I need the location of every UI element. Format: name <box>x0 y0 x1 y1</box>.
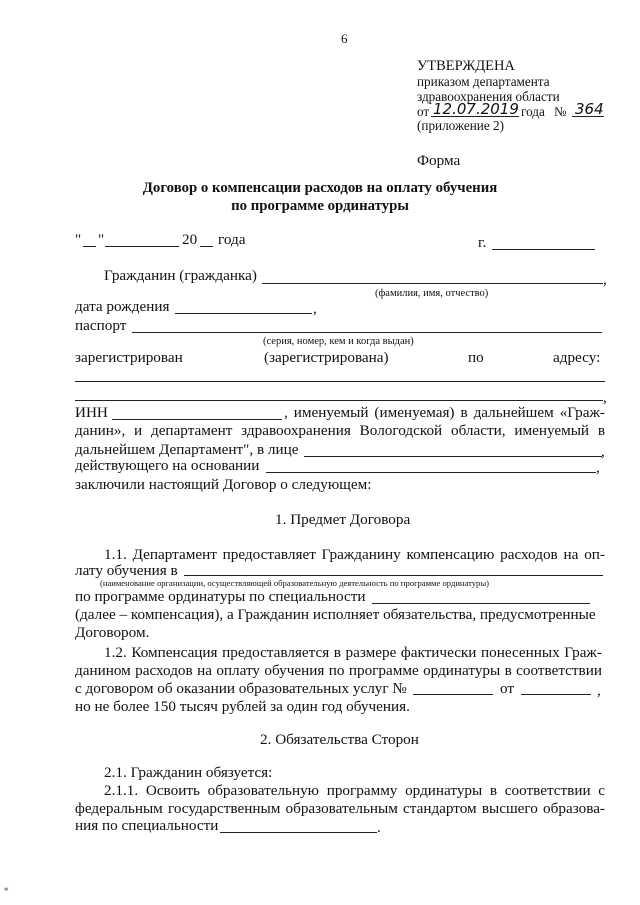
comma: , <box>596 459 600 476</box>
doc-title-line2: по программе ординатуры <box>231 198 409 214</box>
birth-field[interactable] <box>175 313 312 314</box>
inn-text-line4: действующего на основании <box>75 457 260 474</box>
date-day-field[interactable] <box>83 246 96 247</box>
p11-line3: по программе ординатуры по специальности <box>75 588 366 605</box>
specialty-field-2[interactable] <box>220 832 377 833</box>
p211-line3: ния по специальности <box>75 817 219 834</box>
approval-appendix: (приложение 2) <box>417 118 504 133</box>
birth-label: дата рождения <box>75 298 170 315</box>
date-month-field[interactable] <box>105 246 179 247</box>
comma: , <box>597 682 601 699</box>
date-year-suffix: года <box>218 231 246 248</box>
basis-field[interactable] <box>266 472 596 473</box>
p12-line2: данином расходов на оплату обучения по программе ординатуры в соответствии <box>75 662 602 679</box>
section2-heading: 2. Обязательства Сторон <box>260 731 419 748</box>
p21: 2.1. Гражданин обязуется: <box>104 764 273 781</box>
date-quote-open: " <box>75 231 82 248</box>
doc-title-line1: Договор о компенсации расходов на оплату обучения <box>142 180 498 196</box>
scan-mark: ∗ <box>3 884 10 894</box>
p12-line4: но не более 150 тысяч рублей за один год обучения. <box>75 698 410 715</box>
p12-line3-from: от <box>500 680 515 697</box>
date-year-field[interactable] <box>200 246 213 247</box>
inn-text-line2: данин», и департамент здравоохранения Вологодской области, именуемый в <box>75 422 605 439</box>
form-label: Форма <box>417 152 461 169</box>
p12-line1: 1.2. Компенсация предоставляется в размере фактически понесенных Граж- <box>104 644 602 661</box>
approval-line2: здравоохранения области <box>417 89 560 104</box>
p11-line5: Договором. <box>75 624 150 641</box>
address-field-2[interactable] <box>75 400 603 401</box>
section1-heading: 1. Предмет Договора <box>275 511 411 528</box>
date-quote-close: " <box>98 231 105 248</box>
passport-field[interactable] <box>132 332 602 333</box>
reg-word-address: адресу: <box>553 349 601 366</box>
p211-line1: 2.1.1. Освоить образовательную программу ординатуры в соответствии с <box>104 782 605 799</box>
inn-label: ИНН <box>75 404 108 421</box>
city-field[interactable] <box>492 249 595 250</box>
comma: , <box>601 443 605 460</box>
p11-line2: лату обучения в <box>75 562 178 579</box>
approval-date-prefix: от <box>417 104 430 119</box>
reg-word-by: по <box>468 349 484 366</box>
approval-number-underline <box>572 116 604 117</box>
page-number: 6 <box>341 31 348 46</box>
approval-date-underline <box>431 116 519 117</box>
citizen-label: Гражданин (гражданка) <box>104 267 257 284</box>
approval-number-handwritten: 364 <box>575 100 604 118</box>
approval-title: УТВЕРЖДЕНА <box>417 58 515 74</box>
contract-number-field[interactable] <box>413 694 493 695</box>
citizen-name-hint: (фамилия, имя, отчество) <box>375 288 489 299</box>
reg-word-registered-f: (зарегистрирована) <box>264 349 389 366</box>
inn-text-line1: , именуемый (именуемая) в дальнейшем «Граж- <box>284 404 605 421</box>
city-prefix: г. <box>478 234 487 251</box>
date-year-prefix: 20 <box>182 231 198 248</box>
comma: , <box>603 271 607 288</box>
p12-line3: с договором об оказании образовательных услуг № <box>75 680 407 697</box>
contract-date-field[interactable] <box>521 694 591 695</box>
period: . <box>377 819 381 836</box>
representative-field[interactable] <box>304 456 602 457</box>
p11-line1: 1.1. Департамент предоставляет Гражданину компенсацию расходов на оп- <box>104 546 605 563</box>
organization-field[interactable] <box>184 575 603 576</box>
approval-line1: приказом департамента <box>417 74 550 89</box>
approval-year-word: года <box>521 104 545 119</box>
inn-text-line5: заключили настоящий Договор о следующем: <box>75 476 372 493</box>
specialty-field[interactable] <box>372 603 590 604</box>
approval-date-handwritten: 12.07.2019 <box>433 100 519 118</box>
passport-label: паспорт <box>75 317 127 334</box>
reg-word-registered: зарегистрирован <box>75 349 183 366</box>
comma: , <box>603 389 607 406</box>
p11-line4: (далее – компенсация), а Гражданин исполняет обязательства, предусмотренные <box>75 606 596 623</box>
inn-field[interactable] <box>112 419 282 420</box>
citizen-name-field[interactable] <box>262 283 603 284</box>
address-field-1[interactable] <box>75 381 605 382</box>
p211-line2: федеральным государственным образовательным стандартом высшего образова- <box>75 800 605 817</box>
inn-text-line3: дальнейшем Департамент", в лице <box>75 441 299 458</box>
comma: , <box>313 300 317 317</box>
approval-number-sign: № <box>554 104 567 119</box>
organization-hint: (наименование организации, осуществляющей образовательную деятельность по программе ординатуры) <box>100 578 489 588</box>
passport-hint: (серия, номер, кем и когда выдан) <box>263 336 414 347</box>
